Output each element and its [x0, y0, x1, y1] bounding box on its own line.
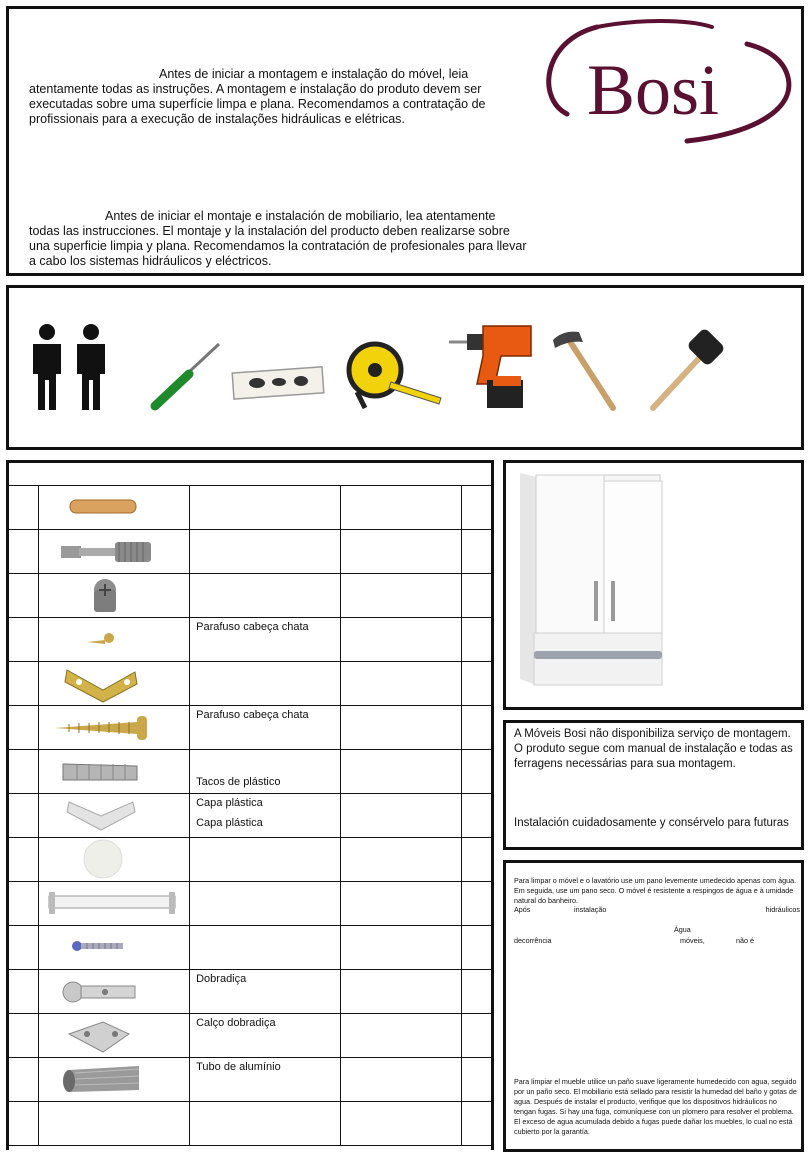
- small-screw-icon: [39, 618, 189, 661]
- notice-portuguese: A Móveis Bosi não disponibiliza serviço de montagem. O produto segue com manual de instalação e todas as ferragens necessárias para sua montagem.: [514, 728, 793, 770]
- table-row: Parafuso cabeça chata: [7, 706, 494, 750]
- handle-icon: [39, 882, 189, 925]
- tools-panel: [6, 285, 804, 450]
- plastic-cap-icon: [39, 794, 189, 837]
- table-row: [7, 574, 494, 618]
- logo-text: Bosi: [587, 50, 720, 130]
- tape-measure-icon: [345, 340, 443, 412]
- table-row: Calço dobradiça: [7, 1014, 494, 1058]
- mallet-icon: [641, 328, 733, 414]
- long-screw-icon: [39, 706, 189, 749]
- intro-spanish: Antes de iniciar el montaje e instalación de mobiliario, lea atentamente todas las instrucciones. El montaje y la instalación del producto deben realizarse sobre una superficie limpia y plana. Recomendamos la contratación de profesionales para llevar a cabo los sistemas hidráulicos y eléctricos.: [29, 209, 527, 268]
- care-spanish: Para limpiar el mueble utilice un paño suave ligeramente humedecido con agua, seguido por un paño seco. El mobiliario está sellado para resistir la humedad del baño y gotas de agua. Después de instalar el producto, verifique que los dispositivos hidráulicos no tengan fugas. Si hay una fuga, comuníquese con un plomero para resolver el problema. El exceso de agua acumulada debido a fugas puede dañar los muebles, lo cual no está cubierto por la garantía.: [514, 1077, 797, 1136]
- notice-spanish: Instalación cuidadosamente y consérvelo para futuras: [514, 817, 789, 829]
- wood-dowel-icon: [39, 486, 189, 529]
- parts-table: [6, 485, 494, 1146]
- hammer-icon: [549, 328, 621, 412]
- wall-cabinet-image: [506, 463, 801, 707]
- hinge-plate-icon: [39, 1014, 189, 1057]
- care-portuguese: Para limpar o móvel e o lavatório use um pano levemente umedecido apenas com água. Em seguida, use um pano seco. O móvel é resistente a respingos de água e à umidade natural do banheiro.: [514, 876, 797, 905]
- hinge-icon: [39, 970, 189, 1013]
- table-row: [7, 926, 494, 970]
- table-row: [7, 1102, 494, 1146]
- table-row: Tubo de alumínio: [7, 1058, 494, 1102]
- bosi-logo: [537, 19, 797, 149]
- plastic-anchor-icon: [39, 750, 189, 793]
- table-row: [7, 530, 494, 574]
- table-row: [7, 662, 494, 706]
- header-panel: [6, 6, 804, 276]
- aluminum-tube-icon: [39, 1058, 189, 1101]
- screwdriver-icon: [147, 340, 227, 412]
- two-people-icon: [27, 322, 117, 412]
- table-row: [7, 486, 494, 530]
- intro-portuguese: Antes de iniciar a montagem e instalação do móvel, leia atentamente todas as instruções. A montagem e instalação do produto devem ser executadas sobre uma superfície limpa e plana. Recomendamos a contratação de profissionais para a execução de instalações hidráulicas e elétricas.: [29, 67, 486, 126]
- assembly-notice-panel: [503, 720, 804, 850]
- angle-bracket-icon: [39, 662, 189, 705]
- level-icon: [231, 362, 327, 402]
- drill-icon: [447, 318, 537, 414]
- table-row: Dobradiça: [7, 970, 494, 1014]
- round-cap-icon: [39, 838, 189, 881]
- product-image-panel: [503, 460, 804, 710]
- care-instructions-panel: Para limpar o móvel e o lavatório use um pano levemente umedecido apenas com água. Em seguida, use um pano seco. O móvel é resistente a respingos de água e à umidade natural do banheiro. Após instalação hidráulicos Água decorrência móveis, não é Para limpiar el mueble utilice un paño suave ligeramente humedecido con agua, seguido por un paño seco. El mobiliario está sellado para resistir la humedad del baño y gotas de agua. Después de instalar el producto, verifique que los dispositivos hidráulicos no tengan fugas. Si hay una fuga, comuníquese con un plomero para resolver el problema. El exceso de agua acumulada debido a fugas puede dañar los muebles, lo cual no está cubierto por la garantía.: [503, 860, 804, 1152]
- table-row: Tacos de plástico: [7, 750, 494, 794]
- cam-lock-icon: [39, 574, 189, 617]
- handle-screw-icon: [39, 926, 189, 969]
- table-row: [7, 882, 494, 926]
- parts-table-panel: [6, 460, 494, 1150]
- table-row: Parafuso cabeça chata: [7, 618, 494, 662]
- cam-bolt-icon: [39, 530, 189, 573]
- table-row: [7, 838, 494, 882]
- table-row: Capa plástica Capa plástica: [7, 794, 494, 838]
